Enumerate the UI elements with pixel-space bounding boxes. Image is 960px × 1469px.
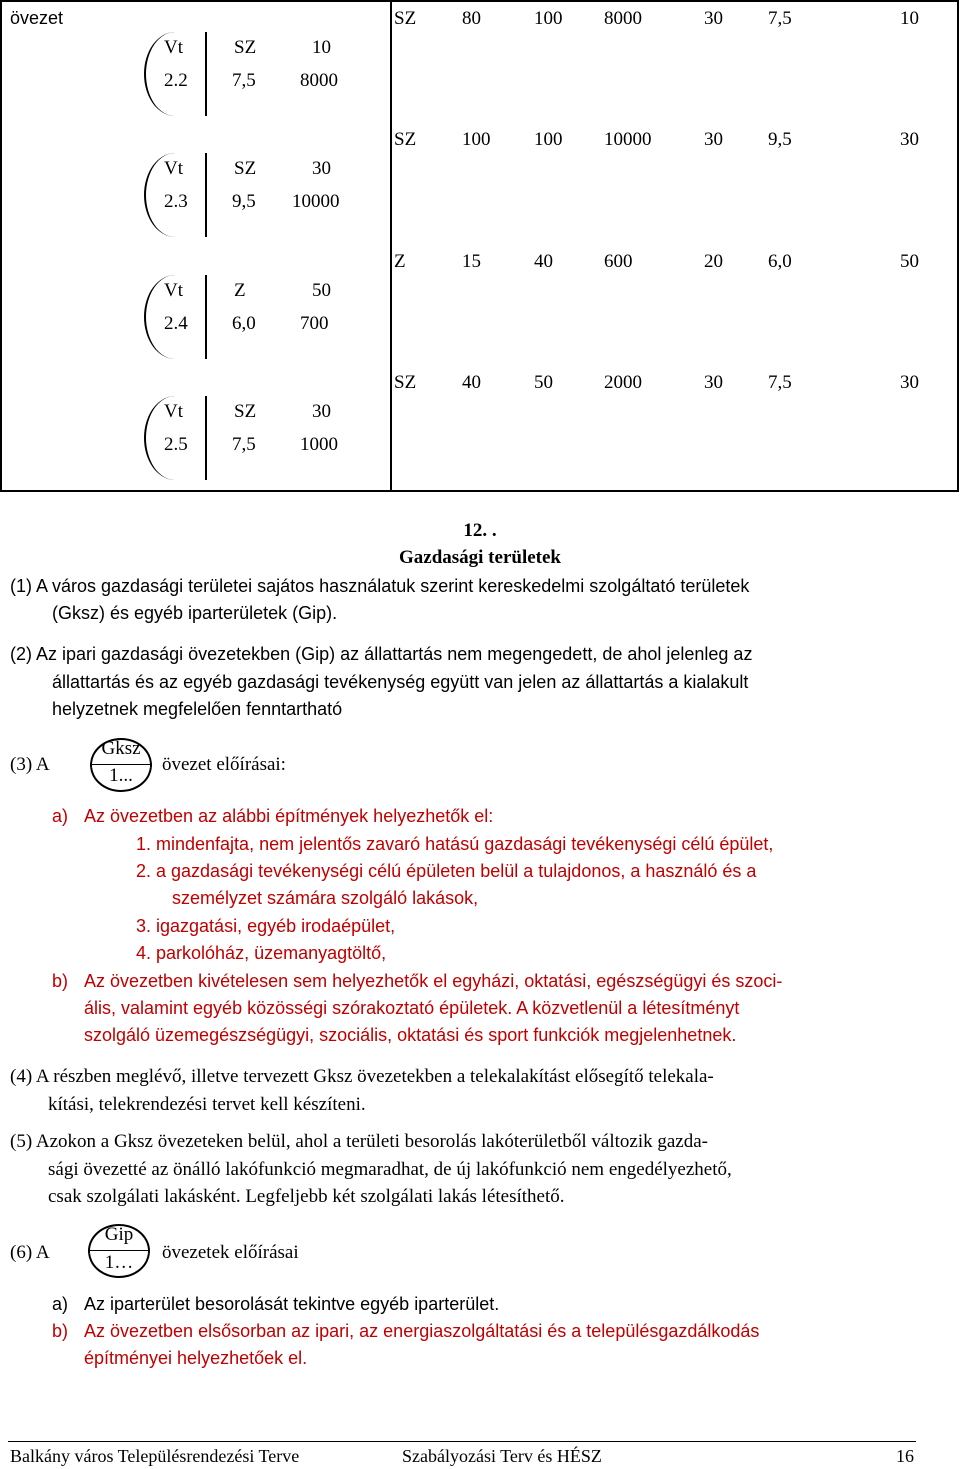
zone-value: 10 <box>312 37 331 58</box>
paragraph-4-line: kítási, telekrendezési tervet kell készíteni. <box>48 1094 366 1115</box>
list-item: személyzet számára szolgáló lakások, <box>172 888 479 908</box>
zone-building-mode: Z <box>234 280 246 301</box>
footer-page-number: 16 <box>896 1446 914 1466</box>
table-cell: 50 <box>900 251 919 272</box>
zone-lot-size: 10000 <box>292 191 340 212</box>
zone-height: 9,5 <box>232 191 256 212</box>
zone-number: 2.5 <box>164 434 188 455</box>
zone-type: Vt <box>164 37 183 58</box>
list-item: 3. igazgatási, egyéb irodaépület, <box>136 916 396 936</box>
paragraph-1-line: (1) A város gazdasági területei sajátos használatuk szerint kereskedelmi szolgáltató területek <box>10 576 750 596</box>
list-item: 1. mindenfajta, nem jelentős zavaró hatású gazdasági tevékenységi célú épület, <box>136 834 774 854</box>
paragraph-5-line: csak szolgálati lakásként. Legfeljebb két szolgálati lakás létesíthető. <box>48 1186 565 1207</box>
table-cell: 7,5 <box>768 8 792 29</box>
table-cell: SZ <box>394 129 417 150</box>
table-cell: 30 <box>704 8 723 29</box>
zone-code-box <box>146 396 366 480</box>
table-cell: 9,5 <box>768 129 792 150</box>
zone-number: 2.2 <box>164 70 188 91</box>
paragraph-1-line: (Gksz) és egyéb iparterületek (Gip). <box>52 603 338 623</box>
zone-value: 30 <box>312 401 331 422</box>
table-cell: 8000 <box>604 8 642 29</box>
item-text-line: szolgáló üzemegészségügyi, szociális, oktatási és sport funkciók megjelenhetnek. <box>84 1025 737 1045</box>
table-cell: 20 <box>704 251 723 272</box>
zone-height: 7,5 <box>232 434 256 455</box>
paragraph-3-suffix: övezet előírásai: <box>162 754 286 775</box>
paragraph-4-line: (4) A részben meglévő, illetve tervezett Gksz övezetekben a telekalakítást elősegítő telekala- <box>10 1066 714 1087</box>
zone-lot-size: 700 <box>300 313 329 334</box>
paragraph-2-line: állattartás és az egyéb gazdasági tevékenység együtt van jelen az állattartás a kialakult <box>52 672 749 692</box>
section-title: Gazdasági területek <box>398 547 561 568</box>
zone-code-box <box>146 275 366 359</box>
table-cell: 40 <box>534 251 553 272</box>
zone-type: Vt <box>164 280 183 301</box>
footer-left: Balkány város Településrendezési Terve <box>10 1446 300 1466</box>
item-text-line: ális, valamint egyéb közösségi szórakoztató épületek. A közvetlenül a létesítményt <box>84 998 740 1018</box>
table-cell: 7,5 <box>768 372 792 393</box>
item-text-line: Az övezetben kivételesen sem helyezhetők el egyházi, oktatási, egészségügyi és szoci- <box>84 971 783 991</box>
zone-symbol-gip <box>88 1224 150 1278</box>
table-cell: 15 <box>462 251 481 272</box>
table-cell: Z <box>394 251 406 272</box>
table-cell: 100 <box>462 129 491 150</box>
zone-column <box>1 1 391 491</box>
list-item: 4. parkolóház, üzemanyagtöltő, <box>136 943 387 963</box>
paragraph-2-line: helyzetnek megfelelően fenntartható <box>52 699 343 719</box>
zone-value: 30 <box>312 158 331 179</box>
paragraph-2-line: (2) Az ipari gazdasági övezetekben (Gip) az állattartás nem megengedett, de ahol jelenleg az <box>10 644 753 664</box>
paragraph-3-prefix: (3) A <box>10 754 50 775</box>
zone-building-mode: SZ <box>234 401 257 422</box>
item-text: Az övezetben az alábbi építmények helyezhetők el: <box>84 806 494 826</box>
column-header: övezet <box>10 8 64 28</box>
table-cell: SZ <box>394 372 417 393</box>
table-cell: 40 <box>462 372 481 393</box>
paragraph-6-suffix: övezetek előírásai <box>162 1242 299 1263</box>
paragraph-5-line: (5) Azokon a Gksz övezeteken belül, ahol a területi besorolás lakóterületből változik gazda- <box>10 1131 708 1152</box>
zone-lot-size: 8000 <box>300 70 338 91</box>
item-label: b) <box>52 971 69 991</box>
zone-symbol-bottom: 1… <box>104 1252 134 1273</box>
paragraph-6-prefix: (6) A <box>10 1242 50 1263</box>
table-cell: 30 <box>704 129 723 150</box>
table-cell: 30 <box>900 129 919 150</box>
table-cell: 2000 <box>604 372 642 393</box>
zone-symbol-gksz <box>90 738 152 792</box>
zone-value: 50 <box>312 280 331 301</box>
item-label: a) <box>52 806 69 826</box>
table-cell: 30 <box>900 372 919 393</box>
zone-table <box>0 0 959 492</box>
table-cell: 10 <box>900 8 919 29</box>
zone-symbol-bottom: 1... <box>109 765 133 786</box>
table-cell: 10000 <box>604 129 652 150</box>
table-cell: 600 <box>604 251 633 272</box>
zone-code-box <box>146 32 366 116</box>
table-cell: SZ <box>394 8 417 29</box>
footer-center: Szabályozási Terv és HÉSZ <box>402 1446 602 1466</box>
zone-symbol-top: Gip <box>104 1224 134 1245</box>
table-cell: 80 <box>462 8 481 29</box>
zone-height: 6,0 <box>232 313 256 334</box>
table-cell: 6,0 <box>768 251 792 272</box>
zone-building-mode: SZ <box>234 37 257 58</box>
table-cell: 50 <box>534 372 553 393</box>
item-label: b) <box>52 1321 69 1341</box>
zone-type: Vt <box>164 401 183 422</box>
list-item: 2. a gazdasági tevékenységi célú épületen belül a tulajdonos, a használó és a <box>136 861 757 881</box>
footer-rule <box>8 1441 916 1442</box>
zone-number: 2.4 <box>164 313 188 334</box>
zone-building-mode: SZ <box>234 158 257 179</box>
zone-number: 2.3 <box>164 191 188 212</box>
zone-symbol-top: Gksz <box>101 738 141 759</box>
zone-height: 7,5 <box>232 70 256 91</box>
table-cell: 100 <box>534 8 563 29</box>
paragraph-5-line: sági övezetté az önálló lakófunkció megmaradhat, de új lakófunkció nem engedélyezhető, <box>48 1159 732 1180</box>
item-text-line: építményei helyezhetőek el. <box>84 1348 308 1368</box>
values-column <box>391 1 958 491</box>
zone-type: Vt <box>164 158 183 179</box>
item-text: Az iparterület besorolását tekintve egyéb iparterület. <box>84 1294 500 1314</box>
zone-code-box <box>146 153 366 237</box>
item-text-line: Az övezetben elsősorban az ipari, az energiaszolgáltatási és a településgazdálkodás <box>84 1321 760 1341</box>
table-cell: 30 <box>704 372 723 393</box>
zone-lot-size: 1000 <box>300 434 338 455</box>
item-label: a) <box>52 1294 69 1314</box>
section-number: 12. . <box>463 520 497 541</box>
table-cell: 100 <box>534 129 563 150</box>
